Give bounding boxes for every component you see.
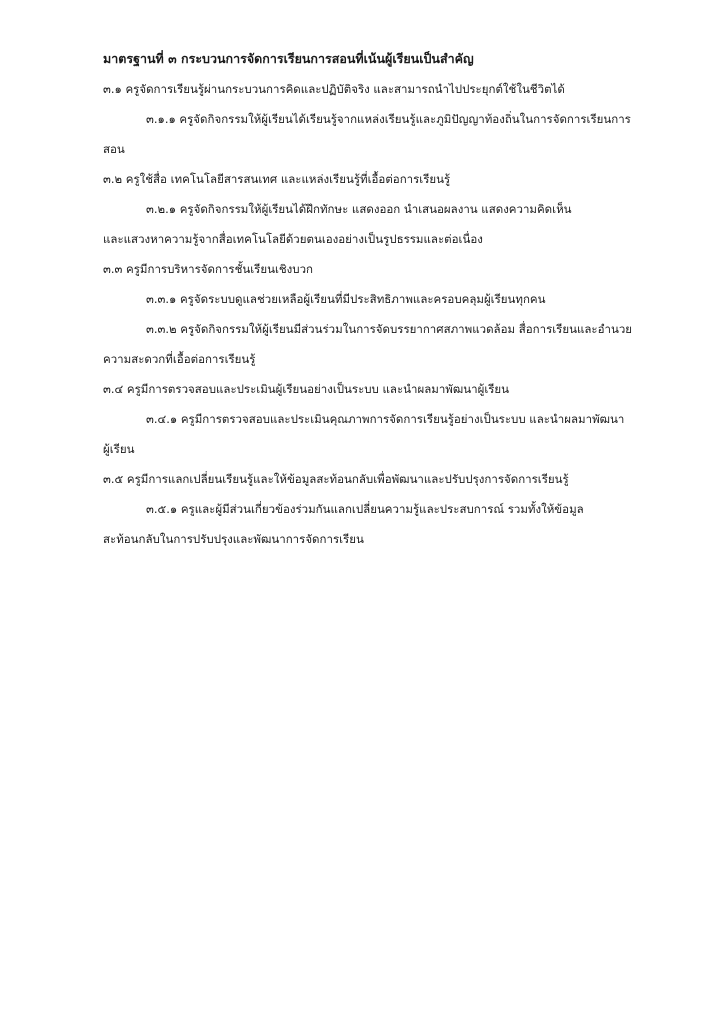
sub-indicator-3-5-1-line2: สะท้อนกลับในการปรับปรุงและพัฒนาการจัดการเรียน xyxy=(103,532,364,546)
sub-indicator-3-1-1-line1: ๓.๑.๑ ครูจัดกิจกรรมให้ผู้เรียนได้เรียนรู้จากแหล่งเรียนรู้และภูมิปัญญาท้องถิ่นในการจัดการเรียนการ xyxy=(146,112,631,126)
indicator-3-3: ๓.๓ ครูมีการบริหารจัดการชั้นเรียนเชิงบวก xyxy=(103,262,314,276)
sub-indicator-3-5-1-line1: ๓.๕.๑ ครูและผู้มีส่วนเกี่ยวข้องร่วมกันแลกเปลี่ยนความรู้และประสบการณ์ รวมทั้งให้ข้อมูล xyxy=(146,502,584,516)
sub-indicator-3-3-2-line2: ความสะดวกที่เอื้อต่อการเรียนรู้ xyxy=(103,352,256,366)
sub-indicator-3-4-1-line1: ๓.๔.๑ ครูมีการตรวจสอบและประเมินคุณภาพการจัดการเรียนรู้อย่างเป็นระบบ และนำผลมาพัฒนา xyxy=(146,412,625,426)
sub-indicator-3-3-1-line1: ๓.๓.๑ ครูจัดระบบดูแลช่วยเหลือผู้เรียนที่มีประสิทธิภาพและครอบคลุมผู้เรียนทุกคน xyxy=(146,292,546,306)
indicator-3-5: ๓.๕ ครูมีการแลกเปลี่ยนเรียนรู้และให้ข้อมูลสะท้อนกลับเพื่อพัฒนาและปรับปรุงการจัดการเรียนรู้ xyxy=(103,472,569,486)
sub-indicator-3-3-2-line1: ๓.๓.๒ ครูจัดกิจกรรมให้ผู้เรียนมีส่วนร่วมในการจัดบรรยากาศสภาพแวดล้อม สื่อการเรียนและอำนวย xyxy=(146,322,633,336)
sub-indicator-3-4-1-line2: ผู้เรียน xyxy=(103,442,135,456)
sub-indicator-3-3-2 xyxy=(103,320,683,368)
standard-heading: มาตรฐานที่ ๓ กระบวนการจัดการเรียนการสอนที่เน้นผู้เรียนเป็นสำคัญ xyxy=(103,51,474,66)
document-body xyxy=(103,50,683,548)
indicator-3-4: ๓.๔ ครูมีการตรวจสอบและประเมินผู้เรียนอย่างเป็นระบบ และนำผลมาพัฒนาผู้เรียน xyxy=(103,382,510,396)
sub-indicator-3-2-1 xyxy=(103,200,683,248)
sub-indicator-3-4-1 xyxy=(103,410,683,458)
indicator-3-1: ๓.๑ ครูจัดการเรียนรู้ผ่านกระบวนการคิดและปฏิบัติจริง และสามารถนำไปประยุกต์ใช้ในชีวิตได้ xyxy=(103,82,565,96)
sub-indicator-3-1-1 xyxy=(103,110,683,158)
sub-indicator-3-2-1-line2: และแสวงหาความรู้จากสื่อเทคโนโลยีด้วยตนเองอย่างเป็นรูปธรรมและต่อเนื่อง xyxy=(103,232,483,246)
sub-indicator-3-2-1-line1: ๓.๒.๑ ครูจัดกิจกรรมให้ผู้เรียนได้ฝึกทักษะ แสดงออก นำเสนอผลงาน แสดงความคิดเห็น xyxy=(146,202,572,216)
sub-indicator-3-5-1 xyxy=(103,500,683,548)
sub-indicator-3-3-1 xyxy=(103,290,683,308)
sub-indicator-3-1-1-line2: สอน xyxy=(103,142,125,156)
indicator-3-2: ๓.๒ ครูใช้สื่อ เทคโนโลยีสารสนเทศ และแหล่งเรียนรู้ที่เอื้อต่อการเรียนรู้ xyxy=(103,172,451,186)
